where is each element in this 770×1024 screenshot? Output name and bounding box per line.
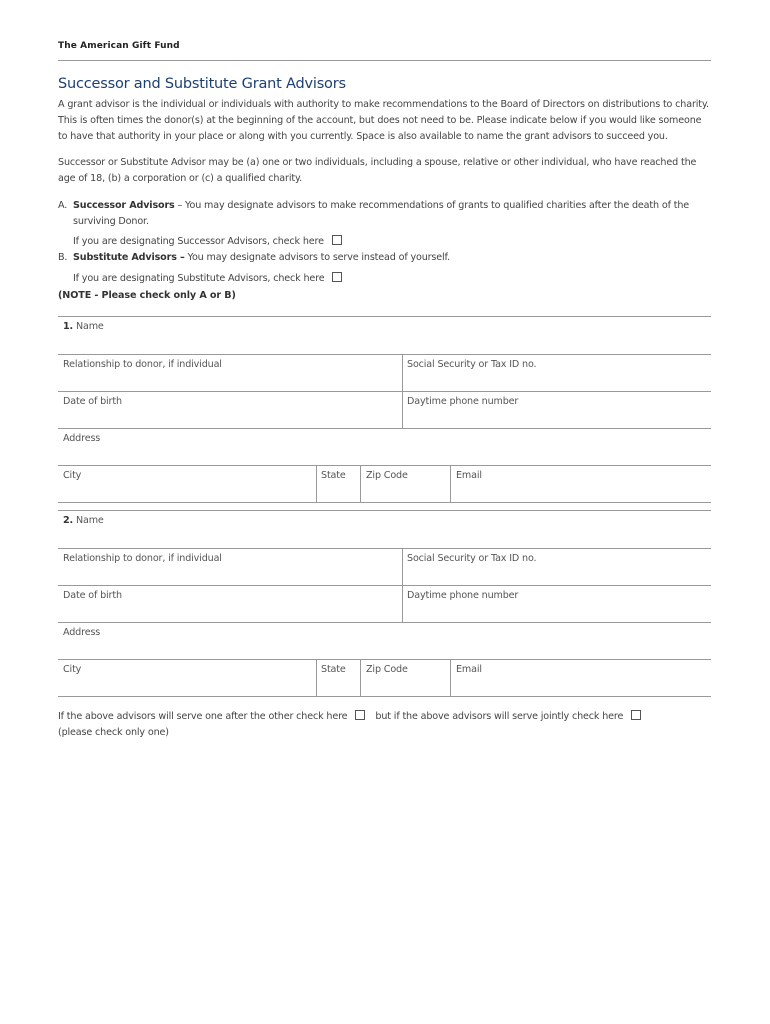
address-field[interactable]: Address <box>63 433 101 444</box>
state-field[interactable]: State <box>321 470 346 481</box>
name-field[interactable] <box>63 321 104 332</box>
email-field[interactable]: Email <box>456 470 482 481</box>
sequential-label: If the above advisors will serve one after the other check here <box>58 711 348 722</box>
divider <box>58 502 711 503</box>
option-b-text: You may designate advisors to serve instead of yourself. <box>184 252 450 263</box>
note-text: (NOTE - Please check only A or B) <box>58 290 236 301</box>
substitute-check-line <box>73 272 342 284</box>
service-instruction: (please check only one) <box>58 727 169 738</box>
advisor-section-1 <box>58 316 711 502</box>
divider <box>58 622 711 623</box>
divider <box>58 391 711 392</box>
city-field[interactable]: City <box>63 664 82 675</box>
service-choice-line <box>58 710 641 722</box>
successor-check-label: If you are designating Successor Advisors, check here <box>73 236 324 247</box>
zip-field[interactable]: Zip Code <box>366 664 408 675</box>
option-a-text: – You may designate advisors to make recommendations of grants to qualified charities after the death of the surviving Donor. <box>73 200 689 227</box>
eligibility-paragraph: Successor or Substitute Advisor may be (a) one or two individuals, including a spouse, relative or other individual, who have reached the age of 18, (b) a corporation or (c) a qualified charity. <box>58 157 697 184</box>
relationship-field[interactable]: Relationship to donor, if individual <box>63 553 222 564</box>
option-b-term: Substitute Advisors – <box>73 252 185 263</box>
divider <box>58 696 711 697</box>
divider <box>58 585 711 586</box>
divider <box>58 548 711 549</box>
name-label: Name <box>75 515 104 526</box>
relationship-field[interactable]: Relationship to donor, if individual <box>63 359 222 370</box>
name-label: Name <box>75 321 104 332</box>
option-a-letter: A. <box>58 200 68 211</box>
ssn-field[interactable]: Social Security or Tax ID no. <box>407 553 537 564</box>
column-divider <box>360 659 361 696</box>
column-divider <box>450 465 451 502</box>
divider <box>58 354 711 355</box>
city-field[interactable]: City <box>63 470 82 481</box>
address-field[interactable]: Address <box>63 627 101 638</box>
successor-checkbox[interactable] <box>332 235 342 245</box>
column-divider <box>450 659 451 696</box>
ssn-field[interactable]: Social Security or Tax ID no. <box>407 359 537 370</box>
successor-check-line <box>73 235 342 247</box>
phone-field[interactable]: Daytime phone number <box>407 396 519 407</box>
advisor-number: 1. <box>63 321 74 332</box>
divider <box>58 316 711 317</box>
state-field[interactable]: State <box>321 664 346 675</box>
option-a-body <box>73 198 698 230</box>
option-b-body <box>73 250 698 266</box>
joint-checkbox[interactable] <box>631 710 641 720</box>
advisor-number: 2. <box>63 515 74 526</box>
header-divider <box>58 60 711 61</box>
joint-label: but if the above advisors will serve jointly check here <box>375 711 624 722</box>
email-field[interactable]: Email <box>456 664 482 675</box>
sequential-checkbox[interactable] <box>355 710 365 720</box>
advisor-section-2 <box>58 510 711 696</box>
divider <box>58 659 711 660</box>
divider <box>58 510 711 511</box>
column-divider <box>316 465 317 502</box>
column-divider <box>360 465 361 502</box>
phone-field[interactable]: Daytime phone number <box>407 590 519 601</box>
intro-paragraph: A grant advisor is the individual or individuals with authority to make recommendations to the Board of Directors on distributions to charity. This is often times the donor(s) at the beginning of the account, but does not need to be. Please indicate below if you would like someone to have that authority in your place or along with you currently. Space is also available to name the grant advisors to succeed you. <box>58 99 709 142</box>
name-field[interactable] <box>63 515 104 526</box>
substitute-checkbox[interactable] <box>332 272 342 282</box>
substitute-check-label: If you are designating Substitute Advisors, check here <box>73 273 325 284</box>
dob-field[interactable]: Date of birth <box>63 396 122 407</box>
option-b-letter: B. <box>58 252 68 263</box>
brand-name: The American Gift Fund <box>58 41 180 51</box>
divider <box>58 428 711 429</box>
form-page <box>58 0 711 1024</box>
dob-field[interactable]: Date of birth <box>63 590 122 601</box>
zip-field[interactable]: Zip Code <box>366 470 408 481</box>
column-divider <box>316 659 317 696</box>
form-title: Successor and Substitute Grant Advisors <box>58 76 346 92</box>
option-a-term: Successor Advisors <box>73 200 175 211</box>
divider <box>58 465 711 466</box>
